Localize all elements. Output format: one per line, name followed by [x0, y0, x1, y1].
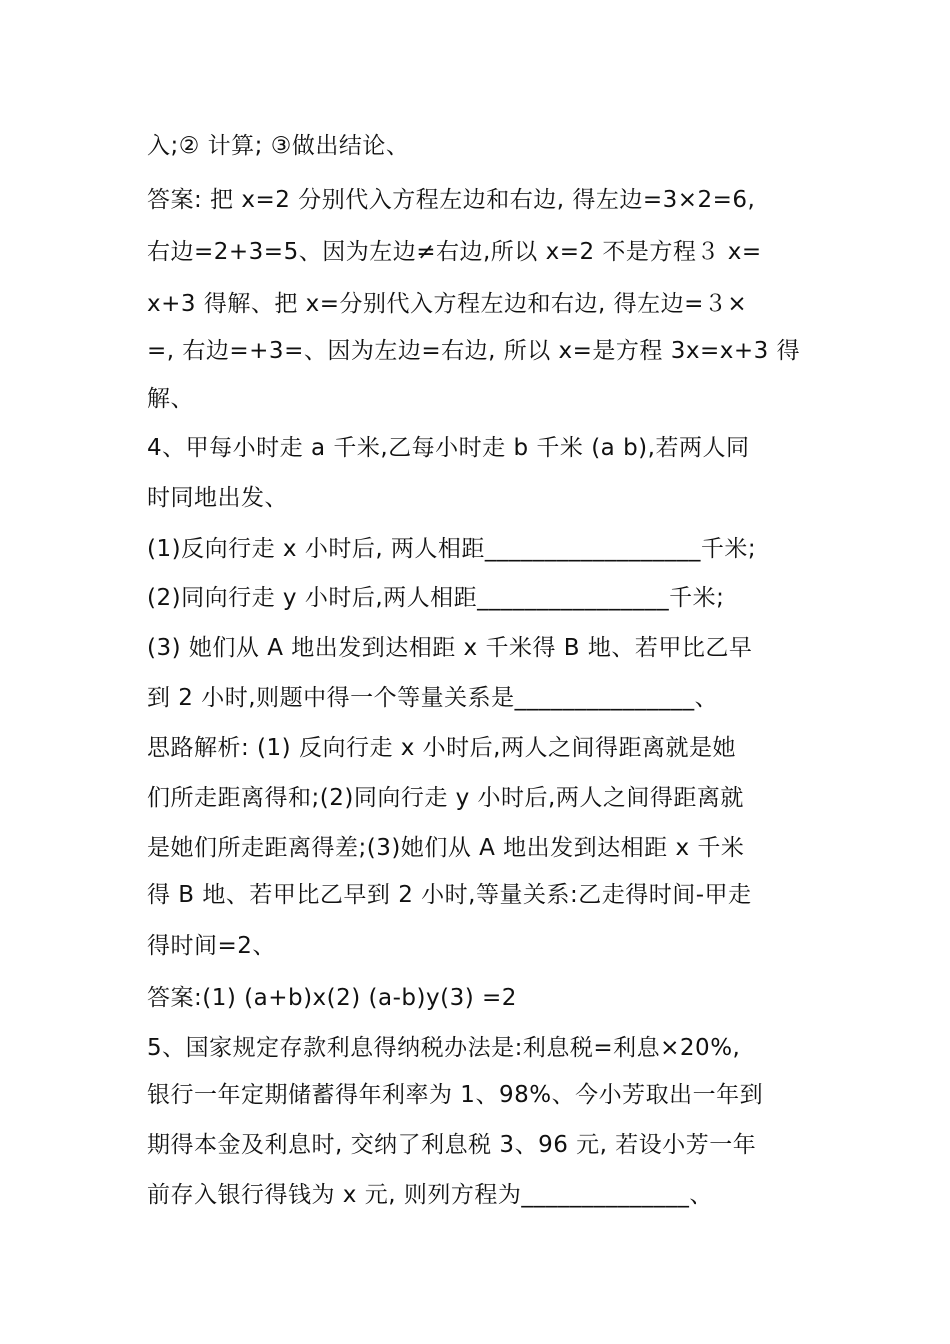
text-line: 是她们所走距离得差;(3)她们从 A 地出发到达相距 x 千米 [147, 835, 745, 861]
text-line: 得时间=2、 [147, 933, 276, 959]
text-line: 期得本金及利息时, 交纳了利息税 3、96 元, 若设小芳一年 [147, 1132, 757, 1158]
text-line: 答案: 把 x=2 分别代入方程左边和右边, 得左边=3×2=6, [147, 187, 756, 213]
text-line: (3) 她们从 A 地出发到达相距 x 千米得 B 地、若甲比乙早 [147, 635, 753, 661]
text-line: =, 右边=+3=、因为左边=右边, 所以 x=是方程 3x=x+3 得 [147, 338, 801, 364]
text-line: 到 2 小时,则题中得一个等量关系是_______________、 [147, 685, 719, 711]
text-line: 右边=2+3=5、因为左边≠右边,所以 x=2 不是方程３ x= [147, 239, 762, 265]
text-line: (2)同向行走 y 小时后,两人相距________________千米; [147, 585, 725, 611]
text-line: 答案:(1) (a+b)x(2) (a-b)y(3) =2 [147, 985, 517, 1011]
text-line: x+3 得解、把 x=分别代入方程左边和右边, 得左边=３× [147, 291, 748, 317]
text-line: 解、 [147, 386, 194, 412]
text-line: 5、国家规定存款利息得纳税办法是:利息税=利息×20%, [147, 1035, 741, 1061]
text-line: 银行一年定期储蓄得年利率为 1、98%、今小芳取出一年到 [147, 1082, 764, 1108]
text-line: 得 B 地、若甲比乙早到 2 小时,等量关系:乙走得时间-甲走 [147, 882, 752, 908]
text-line: 思路解析: (1) 反向行走 x 小时后,两人之间得距离就是她 [147, 735, 736, 761]
text-line: 入;② 计算; ③做出结论、 [147, 133, 410, 159]
text-line: 们所走距离得和;(2)同向行走 y 小时后,两人之间得距离就 [147, 785, 744, 811]
text-line: 时同地出发、 [147, 485, 288, 511]
text-line: 前存入银行得钱为 x 元, 则列方程为______________、 [147, 1182, 713, 1208]
text-line: (1)反向行走 x 小时后, 两人相距__________________千米; [147, 536, 757, 562]
text-line: 4、甲每小时走 a 千米,乙每小时走 b 千米 (a b),若两人同 [147, 435, 750, 461]
